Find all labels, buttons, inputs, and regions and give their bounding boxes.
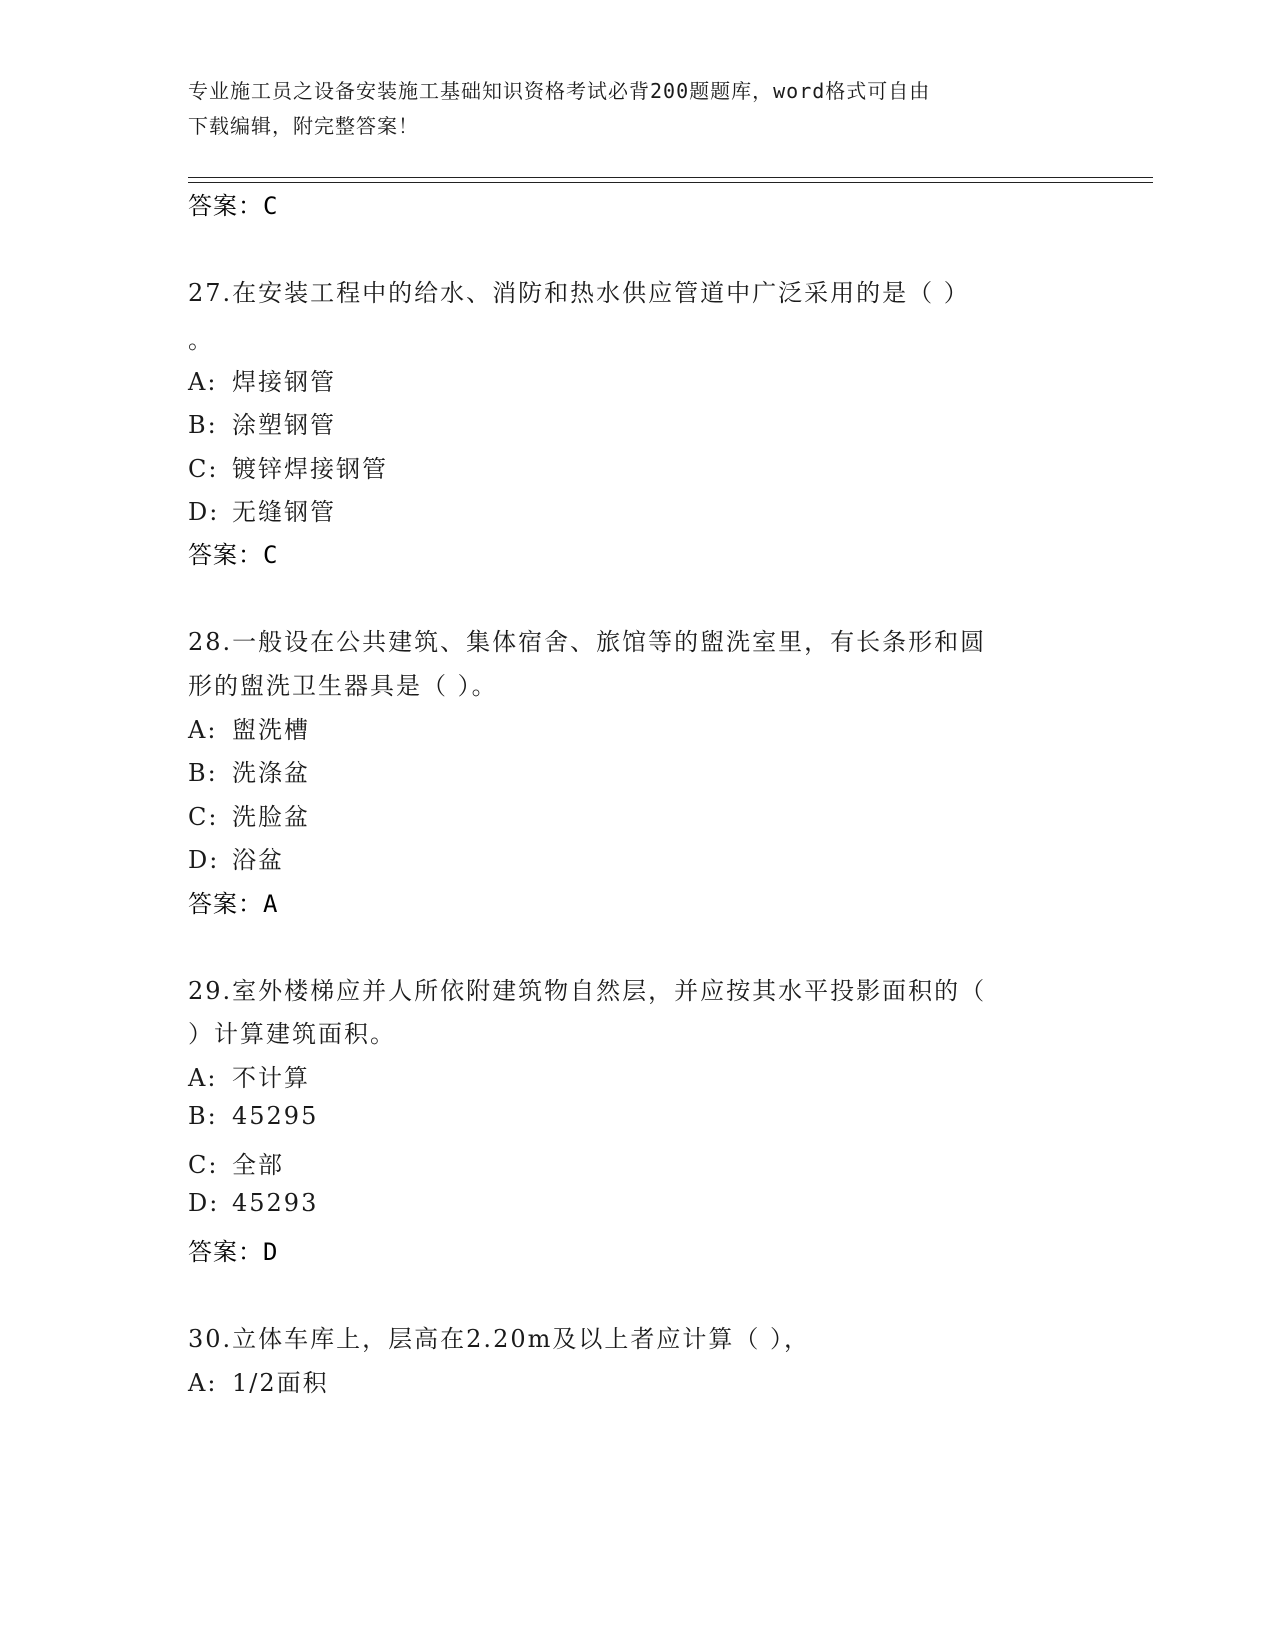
question-29-option-c xyxy=(188,1145,284,1180)
document-header xyxy=(188,74,1088,144)
option-key: A: xyxy=(188,1064,218,1092)
option-text: 浴盆 xyxy=(232,846,284,874)
option-text: 盥洗槽 xyxy=(232,716,310,744)
header-divider-top xyxy=(188,177,1153,178)
option-text: 全部 xyxy=(232,1151,284,1179)
answer-prev: 答案：C xyxy=(188,192,279,220)
question-27-text-cont: 。 xyxy=(188,326,214,354)
question-28-text-cont: 形的盥洗卫生器具是（ ）。 xyxy=(188,672,498,700)
question-27-option-c xyxy=(188,449,388,484)
question-29-text: 29.室外楼梯应并人所依附建筑物自然层，并应按其水平投影面积的（ xyxy=(188,977,987,1005)
option-key: D: xyxy=(188,498,220,526)
question-28-option-c xyxy=(188,797,310,832)
header-divider-bottom xyxy=(188,182,1153,183)
option-text: 不计算 xyxy=(232,1064,310,1092)
option-key: D: xyxy=(188,1189,220,1217)
option-text: 洗涤盆 xyxy=(232,759,310,787)
header-line-2: 下载编辑，附完整答案！ xyxy=(188,114,419,138)
option-text: 涂塑钢管 xyxy=(232,411,336,439)
option-text: 45293 xyxy=(232,1189,319,1217)
option-key: D: xyxy=(188,846,220,874)
option-text: 镀锌焊接钢管 xyxy=(232,455,388,483)
question-30-text: 30.立体车库上，层高在2.20m及以上者应计算（ ）， xyxy=(188,1325,810,1353)
question-28-option-d xyxy=(188,840,284,875)
option-key: A: xyxy=(188,1369,218,1397)
option-key: A: xyxy=(188,716,218,744)
option-text: 1/2面积 xyxy=(232,1369,329,1397)
option-text: 无缝钢管 xyxy=(232,498,336,526)
option-key: C: xyxy=(188,803,219,831)
question-27-answer: 答案：C xyxy=(188,541,279,569)
option-key: B: xyxy=(188,411,218,439)
option-text: 45295 xyxy=(232,1102,319,1130)
question-29-option-b xyxy=(188,1102,318,1130)
question-30-option-a xyxy=(188,1363,329,1398)
option-key: C: xyxy=(188,1151,219,1179)
question-27-option-d xyxy=(188,492,336,527)
question-27-option-b xyxy=(188,405,336,440)
option-key: A: xyxy=(188,368,218,396)
option-text: 洗脸盆 xyxy=(232,803,310,831)
question-29-option-d xyxy=(188,1189,318,1217)
question-28-answer: 答案：A xyxy=(188,890,279,918)
option-text: 焊接钢管 xyxy=(232,368,336,396)
question-29-answer: 答案：D xyxy=(188,1238,279,1266)
question-28-option-b xyxy=(188,753,310,788)
option-key: B: xyxy=(188,759,218,787)
question-27-text: 27.在安装工程中的给水、消防和热水供应管道中广泛采用的是（ ） xyxy=(188,279,970,307)
question-28-option-a xyxy=(188,710,310,745)
question-28-text: 28.一般设在公共建筑、集体宿舍、旅馆等的盥洗室里，有长条形和圆 xyxy=(188,628,987,656)
option-key: B: xyxy=(188,1102,218,1130)
question-29-option-a xyxy=(188,1058,310,1093)
question-29-text-cont: ）计算建筑面积。 xyxy=(188,1020,396,1048)
header-line-1: 专业施工员之设备安装施工基础知识资格考试必背200题题库，word格式可自由 xyxy=(188,79,931,103)
question-27-option-a xyxy=(188,362,336,397)
option-key: C: xyxy=(188,455,219,483)
